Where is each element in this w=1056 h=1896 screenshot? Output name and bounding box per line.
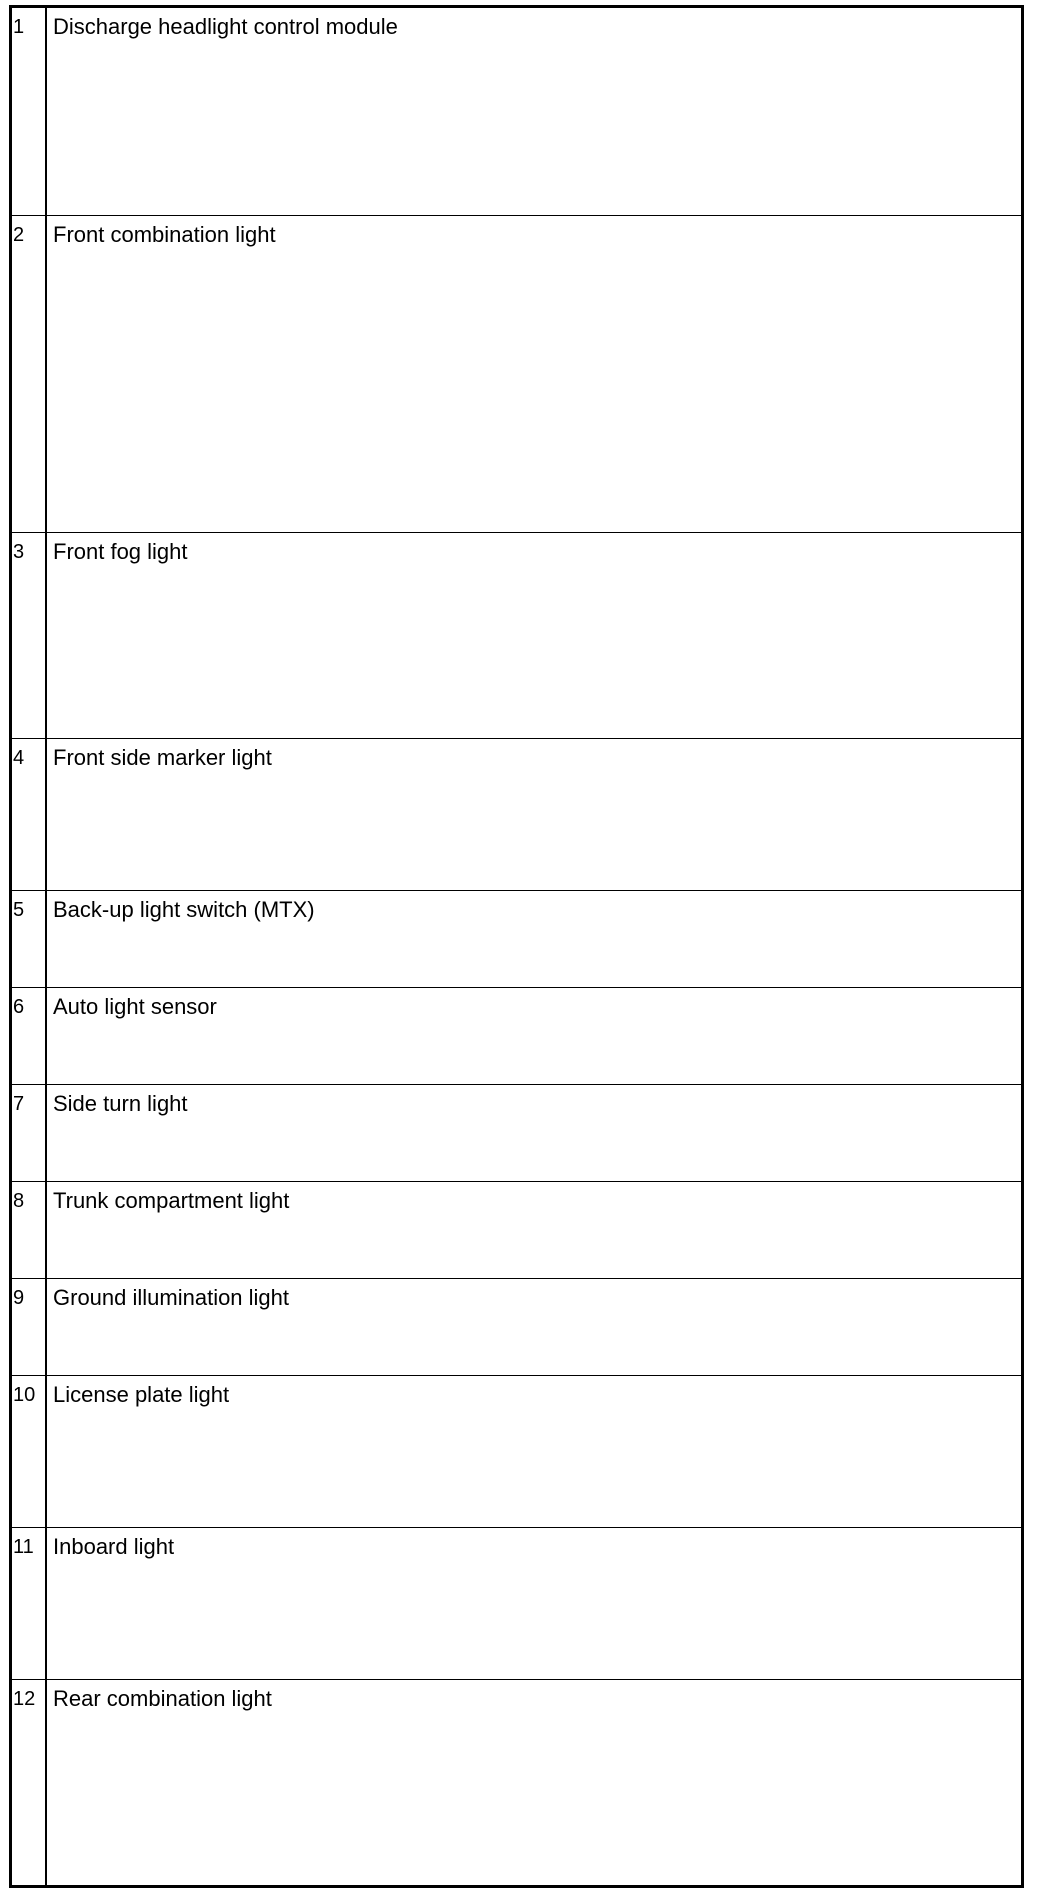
item-number: 10 (12, 1376, 47, 1527)
legend-table (9, 5, 1024, 1888)
item-number: 2 (12, 216, 47, 532)
table-row (12, 1527, 1021, 1679)
item-label: License plate light (53, 1382, 230, 1407)
item-label: Back-up light switch (MTX) (53, 897, 315, 922)
item-label: Discharge headlight control module (53, 14, 398, 39)
table-row (12, 1375, 1021, 1527)
item-number: 6 (12, 988, 47, 1084)
table-row (12, 1278, 1021, 1375)
item-number: 5 (12, 891, 47, 987)
item-number: 12 (12, 1680, 47, 1885)
table-row (12, 8, 1021, 215)
item-label: Ground illumination light (53, 1285, 290, 1310)
item-label: Inboard light (53, 1534, 175, 1559)
item-label: Rear combination light (53, 1686, 272, 1711)
item-number: 3 (12, 533, 47, 738)
table-row (12, 738, 1021, 890)
item-number: 4 (12, 739, 47, 890)
table-row (12, 890, 1021, 987)
item-label: Front side marker light (53, 745, 272, 770)
table-row (12, 987, 1021, 1084)
item-number: 1 (12, 8, 47, 215)
item-label: Trunk compartment light (53, 1188, 290, 1213)
table-row (12, 532, 1021, 738)
table-row (12, 1181, 1021, 1278)
item-label: Auto light sensor (53, 994, 217, 1019)
item-number: 11 (12, 1528, 47, 1679)
item-label: Side turn light (53, 1091, 188, 1116)
table-row (12, 215, 1021, 532)
item-label: Front fog light (53, 539, 188, 564)
item-number: 9 (12, 1279, 47, 1375)
table-row (12, 1679, 1021, 1885)
item-number: 8 (12, 1182, 47, 1278)
item-label: Front combination light (53, 222, 276, 247)
table-row (12, 1084, 1021, 1181)
item-number: 7 (12, 1085, 47, 1181)
